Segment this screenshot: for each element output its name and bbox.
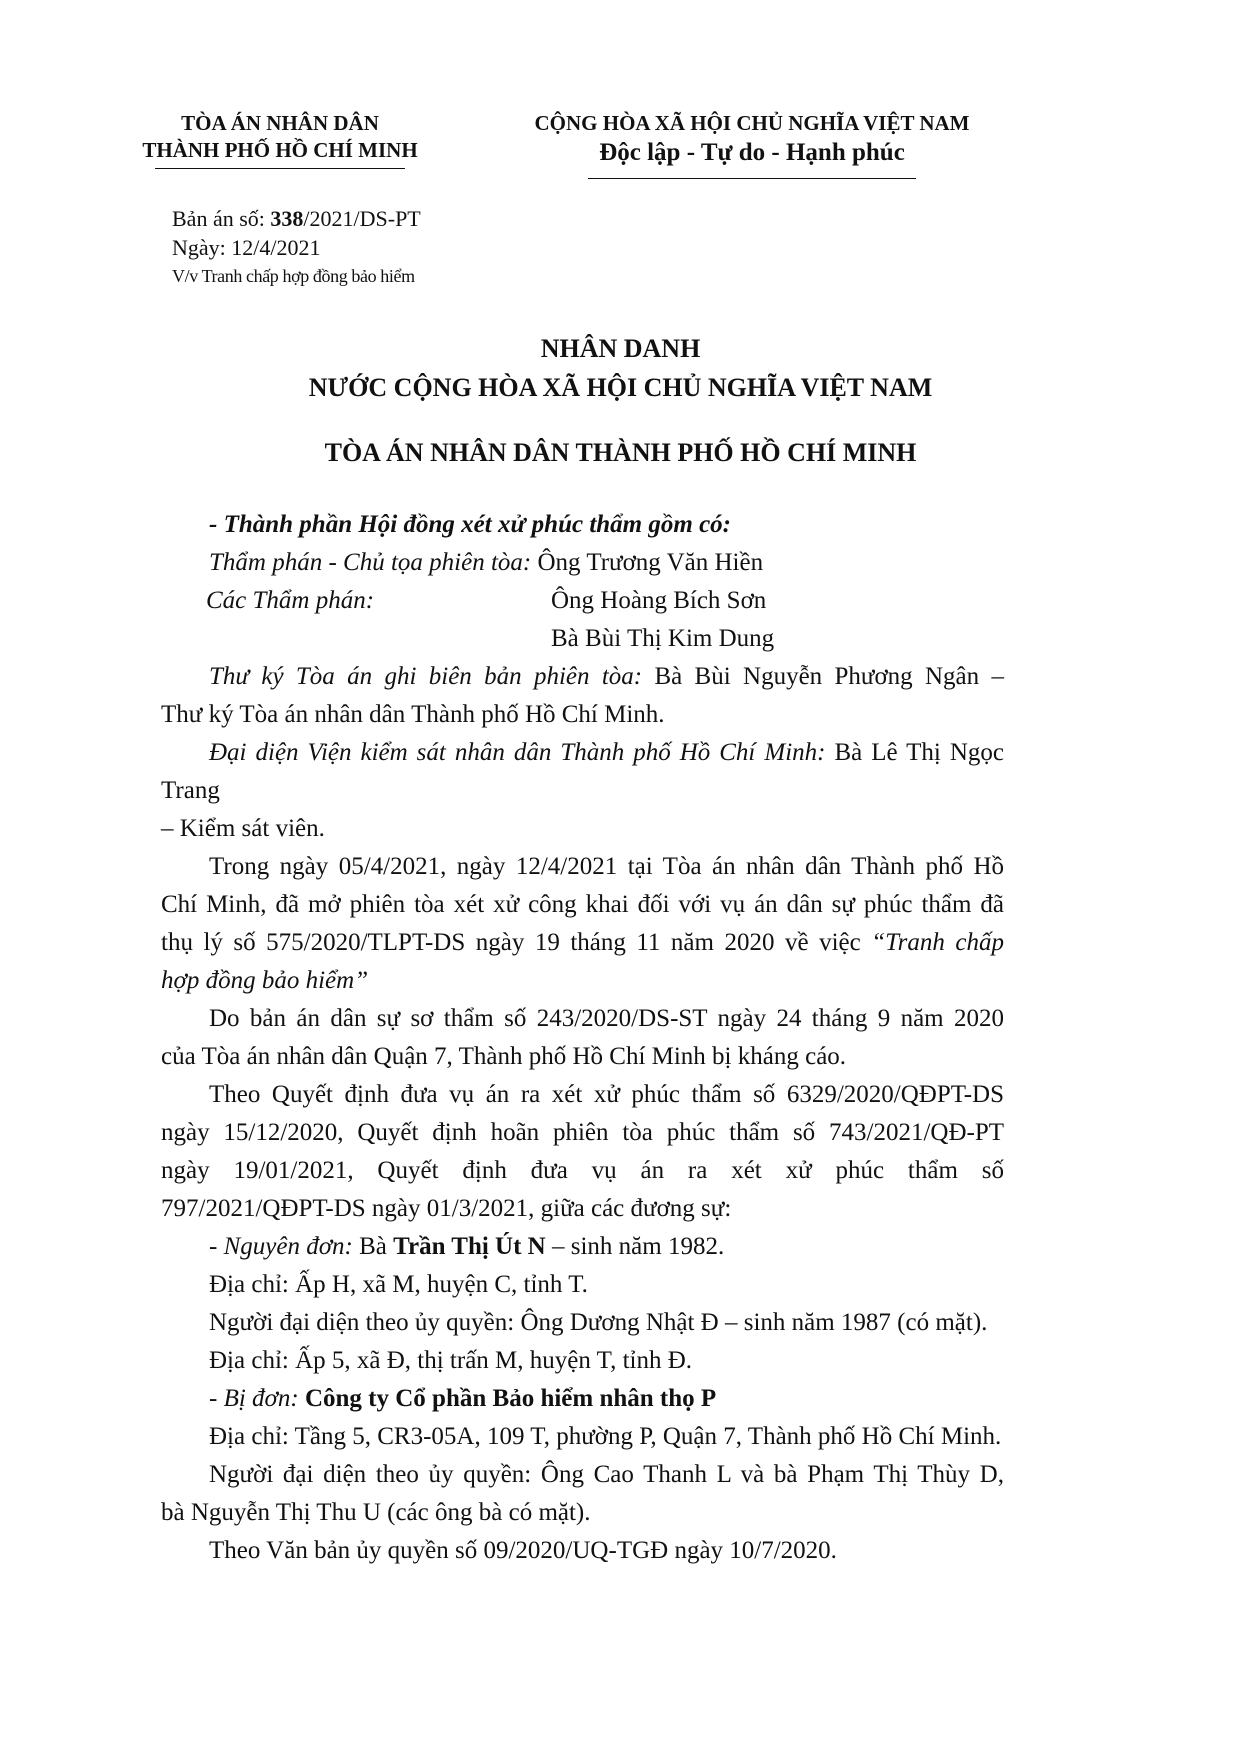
judgment-body [161,506,1004,1570]
judges-label: Các Thẩm phán: [206,587,375,614]
panel-heading: - Thành phần Hội đồng xét xử phúc thẩm gồm có: [209,511,731,538]
decisions-line2: ngày 15/12/2020, Quyết định hoãn phiên tòa phúc thẩm số 743/2021/QĐ-PT [161,1119,1004,1146]
national-title: CỘNG HÒA XÃ HỘI CHỦ NGHĨA VIỆT NAM [534,111,970,135]
case-meta [172,204,421,291]
procuracy-name: Bà Lê Thị Ngọc Trang [161,739,1005,804]
defendant-line [161,1380,1004,1418]
defendant-address: Địa chỉ: Tầng 5, CR3-05A, 109 T, phường P, Quận 7, Thành phố Hồ Chí Minh. [209,1423,1002,1450]
clerk-label: Thư ký Tòa án ghi biên bản phiên tòa: [209,663,655,690]
clerk-line1 [161,658,1004,696]
judgment-number [172,204,421,233]
presiding-judge-label: Thẩm phán - Chủ tọa phiên tòa: [209,549,538,576]
plaintiff-label: - Nguyên đơn: [209,1233,360,1260]
national-header [512,110,992,179]
presiding-judge-name: Ông Trương Văn Hiền [537,549,764,576]
trial-line1: Trong ngày 05/4/2021, ngày 12/4/2021 tại Tòa án nhân dân Thành phố Hồ [209,853,1004,880]
procuracy-label: Đại diện Viện kiểm sát nhân dân Thành phố Hồ Chí Minh: [209,739,835,766]
trial-line3 [161,924,1004,962]
court-header [135,110,425,169]
plaintiff-address: Địa chỉ: Ấp H, xã M, huyện C, tỉnh T. [209,1271,588,1298]
title-court: TÒA ÁN NHÂN DÂN THÀNH PHỐ HỒ CHÍ MINH [324,438,917,467]
plaintiff-name: Trần Thị Út N [393,1233,546,1260]
appeal-line2: của Tòa án nhân dân Quận 7, Thành phố Hồ Chí Minh bị kháng cáo. [161,1043,847,1070]
defendant-name: Công ty Cổ phần Bảo hiểm nhân thọ P [304,1385,717,1412]
decisions-line3: ngày 19/01/2021, Quyết định đưa vụ án ra xét xử phúc thẩm số [161,1157,1004,1184]
trial-line3-quote: “Tranh chấp [871,929,1004,956]
national-header-underline [588,178,916,179]
defendant-label: - Bị đơn: [209,1385,305,1412]
defendant-authorization: Theo Văn bản ủy quyền số 09/2020/UQ-TGĐ ngày 10/7/2020. [209,1537,837,1564]
appeal-line1: Do bản án dân sự sơ thẩm số 243/2020/DS-ST ngày 24 tháng 9 năm 2020 [209,1005,1004,1032]
defendant-rep-line1: Người đại diện theo ủy quyền: Ông Cao Thanh L và bà Phạm Thị Thùy D, [209,1461,1004,1488]
judgment-number-bold: 338 [270,206,304,231]
procuracy-line2: – Kiểm sát viên. [161,815,325,842]
decisions-line4: 797/2021/QĐPT-DS ngày 01/3/2021, giữa các đương sự: [161,1195,732,1222]
judgment-number-suffix: /2021/DS-PT [303,206,421,231]
judge-1: Ông Hoàng Bích Sơn [551,587,767,614]
judgment-number-prefix: Bản án số: [172,206,271,231]
trial-line2: Chí Minh, đã mở phiên tòa xét xử công khai đối với vụ án dân sự phúc thẩm đã [161,891,1004,918]
decisions-line1: Theo Quyết định đưa vụ án ra xét xử phúc thẩm số 6329/2020/QĐPT-DS [209,1081,1004,1108]
clerk-name: Bà Bùi Nguyễn Phương Ngân – [654,663,1004,690]
court-name-line2: THÀNH PHỐ HỒ CHÍ MINH [142,138,418,162]
defendant-rep-line2: bà Nguyễn Thị Thu U (các ông bà có mặt). [161,1499,591,1526]
plaintiff-representative: Người đại diện theo ủy quyền: Ông Dương Nhật Đ – sinh năm 1987 (có mặt). [209,1309,988,1336]
plaintiff-line [161,1228,1004,1266]
title-country: NƯỚC CỘNG HÒA XÃ HỘI CHỦ NGHĨA VIỆT NAM [308,373,933,402]
plaintiff-title: Bà [359,1233,394,1260]
trial-line3-text: thụ lý số 575/2020/TLPT-DS ngày 19 tháng 11 năm 2020 về việc [161,929,872,956]
judgment-subject: V/v Tranh chấp hợp đồng bảo hiểm [172,266,415,286]
national-motto: Độc lập - Tự do - Hạnh phúc [599,139,905,166]
plaintiff-rep-address: Địa chỉ: Ấp 5, xã Đ, thị trấn M, huyện T, tỉnh Đ. [209,1347,693,1374]
clerk-line2: Thư ký Tòa án nhân dân Thành phố Hồ Chí Minh. [161,701,665,728]
judges-row [161,582,1004,620]
plaintiff-birth: – sinh năm 1982. [545,1233,725,1260]
judgment-date: Ngày: 12/4/2021 [172,235,321,260]
trial-line4: hợp đồng bảo hiểm” [161,967,369,994]
judges-row-2 [161,620,1004,658]
court-header-underline [155,168,405,169]
judge-2: Bà Bùi Thị Kim Dung [551,625,775,652]
procuracy-line1 [161,734,1004,810]
title-in-the-name: NHÂN DANH [540,334,701,363]
court-name-line1: TÒA ÁN NHÂN DÂN [181,111,379,135]
presiding-judge-line [161,544,1004,582]
